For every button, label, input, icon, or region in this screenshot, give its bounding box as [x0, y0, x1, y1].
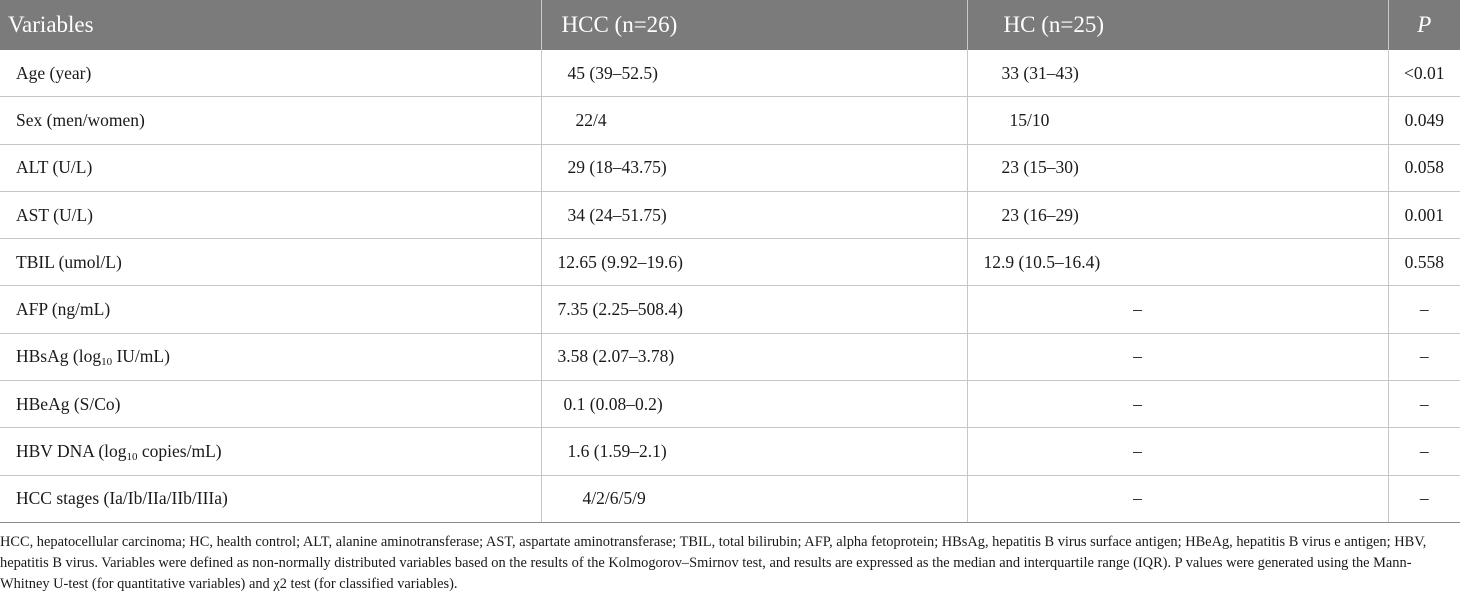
header-hc: HC (n=25) [967, 0, 1388, 50]
p-value: 0.058 [1388, 144, 1460, 191]
header-variables: Variables [0, 0, 541, 50]
hcc-value: 29 (18–43.75) [541, 144, 967, 191]
p-value: 0.558 [1388, 239, 1460, 286]
hc-value: 23 (15–30) [967, 144, 1388, 191]
table-header [0, 0, 1460, 50]
row-label: Age (year) [0, 50, 541, 97]
p-value: – [1388, 381, 1460, 428]
table-body [0, 50, 1460, 522]
hc-value: – [967, 381, 1388, 428]
row-label-post: IU/mL) [112, 345, 170, 366]
p-value: – [1388, 475, 1460, 522]
hcc-value: 1.6 (1.59–2.1) [541, 428, 967, 475]
row-label-subscript: 10 [101, 355, 113, 368]
table-row [0, 50, 1460, 97]
row-label: AST (U/L) [0, 191, 541, 238]
table-row [0, 475, 1460, 522]
row-label-post: copies/mL) [137, 440, 222, 461]
p-value: – [1388, 286, 1460, 333]
row-label: Sex (men/women) [0, 97, 541, 144]
table-row [0, 381, 1460, 428]
row-label-subscript: 10 [126, 450, 138, 463]
hcc-value: 34 (24–51.75) [541, 191, 967, 238]
row-label [0, 333, 541, 380]
hcc-value: 4/2/6/5/9 [541, 475, 967, 522]
table-footnote: HCC, hepatocellular carcinoma; HC, health control; ALT, alanine aminotransferase; AST, aspartate aminotransferase; TBIL, total bilirubin; AFP, alpha fetoprotein; HBsAg, hepatitis B virus surface antigen; HBeAg, hepatitis B virus e antigen; HBV, hepatitis B virus. Variables were defined as non-normally distributed variables based on the results of the Kolmogorov–Smirnov test, and results are expressed as the median and interquartile range (IQR). P values were generated using the Mann-Whitney U-test (for quantitative variables) and χ2 test (for classified variables). [0, 534, 1427, 592]
hcc-value: 3.58 (2.07–3.78) [541, 333, 967, 380]
row-label-pre: HBV DNA (log [16, 440, 127, 461]
hcc-value: 45 (39–52.5) [541, 50, 967, 97]
hcc-value: 12.65 (9.92–19.6) [541, 239, 967, 286]
hcc-value: 7.35 (2.25–508.4) [541, 286, 967, 333]
header-row [0, 0, 1460, 50]
hc-value: – [967, 475, 1388, 522]
row-label: ALT (U/L) [0, 144, 541, 191]
header-hcc: HCC (n=26) [541, 0, 967, 50]
p-value: <0.01 [1388, 50, 1460, 97]
hc-value: – [967, 428, 1388, 475]
hcc-value: 0.1 (0.08–0.2) [541, 381, 967, 428]
table-row [0, 97, 1460, 144]
row-label [0, 428, 541, 475]
table-row [0, 191, 1460, 238]
row-label-pre: HBsAg (log [16, 345, 102, 366]
table-row [0, 333, 1460, 380]
p-value: 0.049 [1388, 97, 1460, 144]
hcc-value: 22/4 [541, 97, 967, 144]
p-value: – [1388, 428, 1460, 475]
table-row [0, 286, 1460, 333]
p-value: – [1388, 333, 1460, 380]
hc-value: 23 (16–29) [967, 191, 1388, 238]
hc-value: 33 (31–43) [967, 50, 1388, 97]
hc-value: – [967, 286, 1388, 333]
row-label: AFP (ng/mL) [0, 286, 541, 333]
row-label: TBIL (umol/L) [0, 239, 541, 286]
hc-value: 15/10 [967, 97, 1388, 144]
hc-value: – [967, 333, 1388, 380]
row-label: HBeAg (S/Co) [0, 381, 541, 428]
row-label: HCC stages (Ia/Ib/IIa/IIb/IIIa) [0, 475, 541, 522]
table-row [0, 239, 1460, 286]
table-row [0, 144, 1460, 191]
p-value: 0.001 [1388, 191, 1460, 238]
hc-value: 12.9 (10.5–16.4) [967, 239, 1388, 286]
header-p: P [1388, 0, 1460, 50]
table-row [0, 428, 1460, 475]
